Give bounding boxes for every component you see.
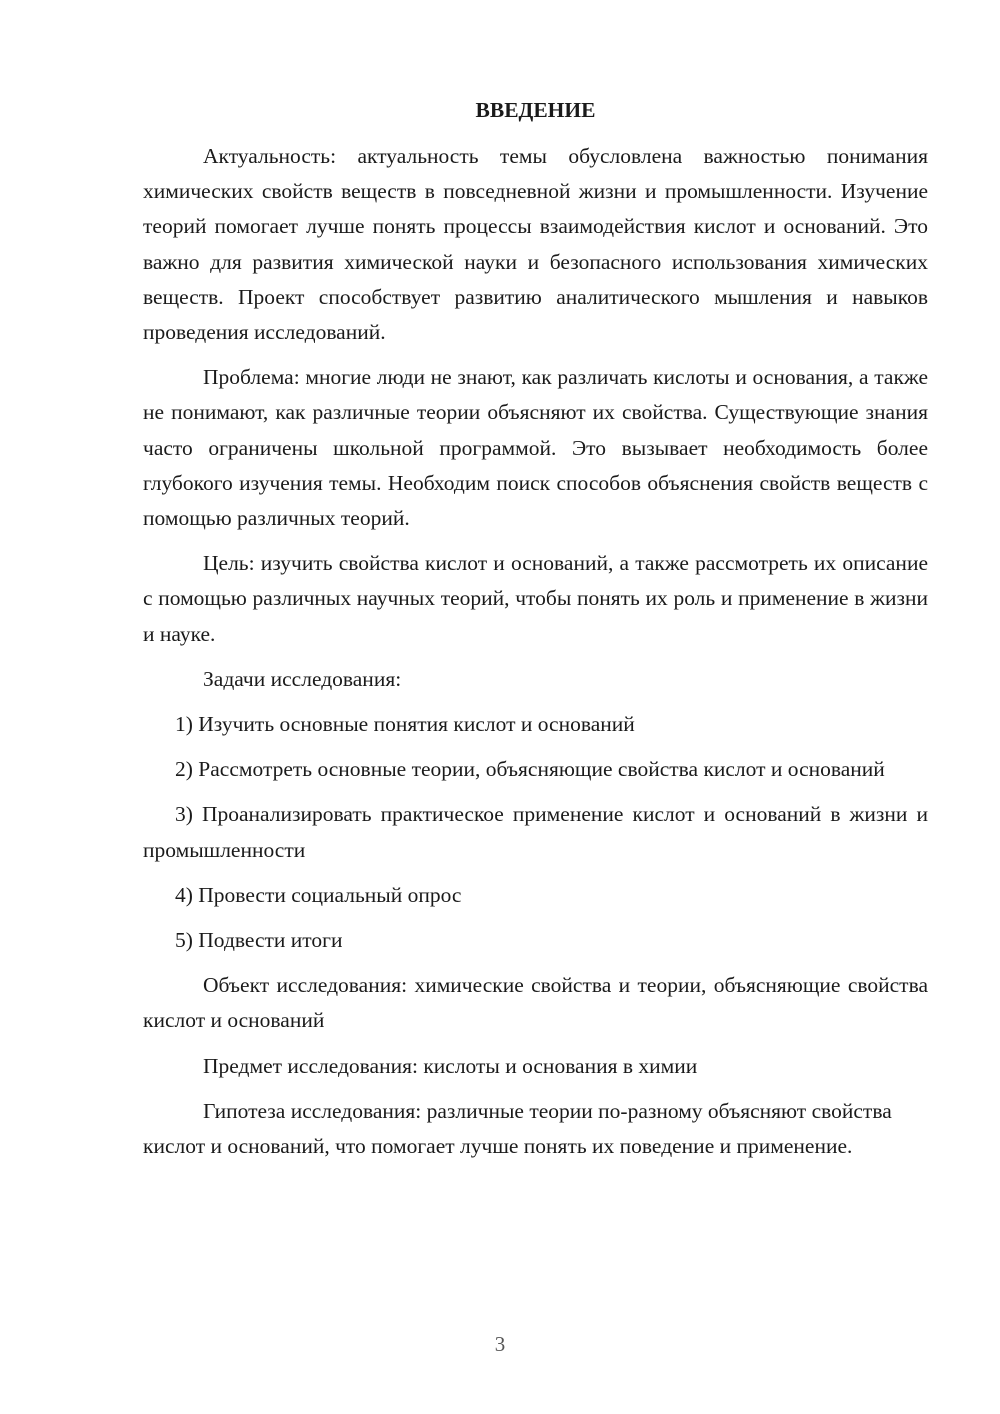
tasks-heading: Задачи исследования: [203, 666, 402, 691]
subject-paragraph: Предмет исследования: кислоты и основания в химии [203, 1053, 698, 1078]
hypothesis-paragraph: Гипотеза исследования: различные теории по-разному объясняют свойства кислот и оснований, что помогает лучше понять их поведение и применение. [143, 1098, 892, 1159]
relevance-paragraph: Актуальность: актуальность темы обусловлена важностью понимания химических свойств веществ в повседневной жизни и промышленности. Изучение теорий помогает лучше понять процессы взаимодействия кислот и оснований. Это важно для развития химической науки и безопасного использования химических веществ. Проект способствует развитию аналитического мышления и навыков проведения исследований. [143, 144, 928, 345]
problem-paragraph: Проблема: многие люди не знают, как различать кислоты и основания, а также не понимают, как различные теории объясняют их свойства. Существующие знания часто ограничены школьной программой. Это вызывает необходимость более глубокого изучения темы. Необходим поиск способов объяснения свойств веществ с помощью различных теорий. [143, 365, 928, 531]
task-item: 5) Подвести итоги [175, 928, 343, 953]
task-item: 3) Проанализировать практическое применение кислот и оснований в жизни и промышленности [143, 802, 928, 862]
section-title: ВВЕДЕНИЕ [475, 98, 596, 122]
task-item: 2) Рассмотреть основные теории, объясняющие свойства кислот и оснований [175, 757, 885, 782]
document-page [143, 95, 928, 1174]
task-item: 1) Изучить основные понятия кислот и оснований [175, 712, 635, 737]
task-item: 4) Провести социальный опрос [175, 882, 462, 907]
object-paragraph: Объект исследования: химические свойства и теории, объясняющие свойства кислот и оснований [143, 973, 928, 1033]
page-number: 3 [494, 1332, 506, 1356]
goal-paragraph: Цель: изучить свойства кислот и оснований, а также рассмотреть их описание с помощью различных научных теорий, чтобы понять их роль и применение в жизни и науке. [143, 551, 928, 646]
